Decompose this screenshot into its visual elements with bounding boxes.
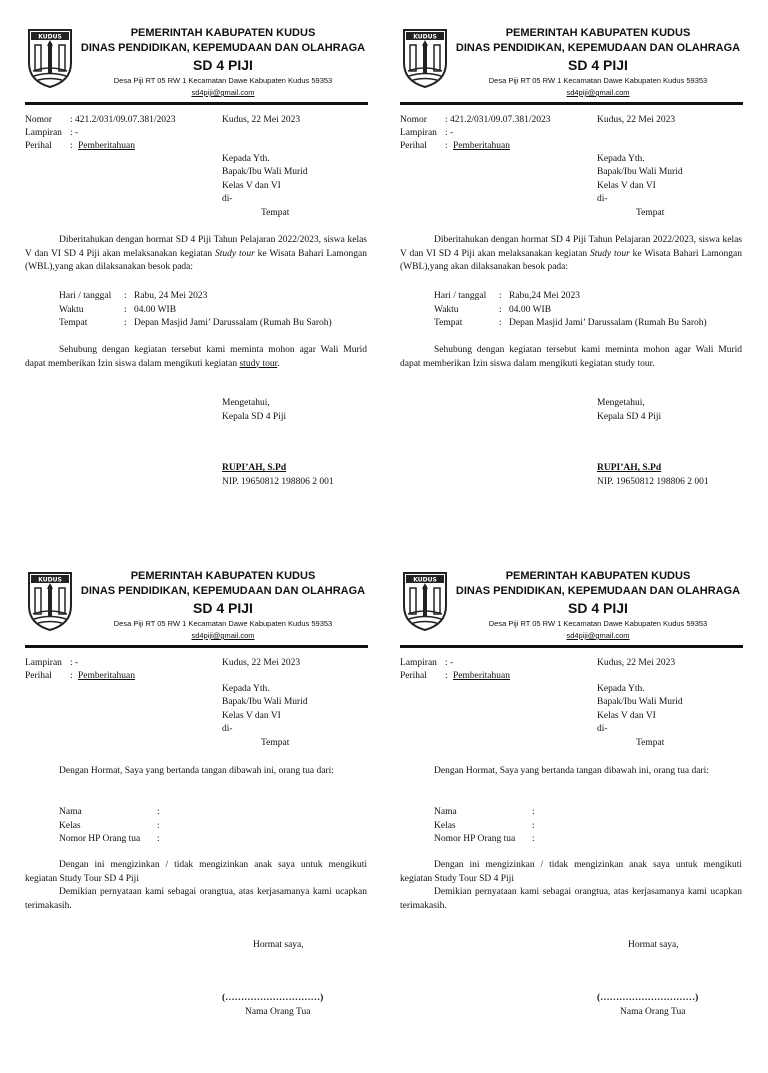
field-row-hp: Nomor HP Orang tua : xyxy=(434,833,535,847)
lampiran-value: : - xyxy=(445,128,454,138)
government-name: PEMERINTAH KABUPATEN KUDUS xyxy=(505,27,691,39)
field-row-hp: Nomor HP Orang tua : xyxy=(59,833,160,847)
letterhead-text xyxy=(73,26,373,98)
svg-text:KUDUS: KUDUS xyxy=(38,576,62,584)
notice-paragraph-1: Diberitahukan dengan hormat SD 4 Piji Tahun Pelajaran 2022/2023, siswa kelas V dan VI SD 4 Piji akan melaksanakan kegiatan Study tour ke Wisata Bahari Lamongan (WBL),yang akan dilaksanakan besok pada: xyxy=(25,235,367,272)
svg-text:KUDUS: KUDUS xyxy=(413,33,437,41)
letterhead-text xyxy=(448,26,748,98)
schedule-row-date: Hari / tanggal : Rabu,24 Mei 2023 xyxy=(434,291,580,301)
perihal-value: Pemberitahuan xyxy=(453,141,510,151)
recipient-line-2: Bapak/Ibu Wali Murid xyxy=(597,167,683,177)
letterhead-divider xyxy=(25,645,368,648)
letterhead xyxy=(400,568,745,650)
notice-paragraph-2: Sehubung dengan kegiatan tersebut kami meminta mohon agar Wali Murid dapat memberikan Izin siswa dalam mengikuti kegiatan study tour. xyxy=(25,345,367,369)
perihal-label: Perihal xyxy=(25,141,52,151)
lampiran-label: Lampiran xyxy=(400,658,437,668)
lampiran-label: Lampiran xyxy=(25,658,62,668)
parent-info-fields xyxy=(59,806,160,847)
recipient-line-3: Kelas V dan VI xyxy=(597,711,656,721)
notice-letter-left xyxy=(25,25,370,530)
school-address: Desa Piji RT 05 RW 1 Kecamatan Dawe Kabupaten Kudus 59353 xyxy=(113,619,333,628)
perihal-colon: : xyxy=(445,141,448,151)
school-name: SD 4 PIJI xyxy=(193,57,253,73)
school-address: Desa Piji RT 05 RW 1 Kecamatan Dawe Kabupaten Kudus 59353 xyxy=(113,76,333,85)
letterhead-text xyxy=(73,569,373,641)
signature-line: (…………………………) xyxy=(597,993,699,1003)
parent-info-fields xyxy=(434,806,535,847)
department-name: DINAS PENDIDIKAN, KEPEMUDAAN DAN OLAHRAGA xyxy=(455,42,741,54)
reply-slip-right xyxy=(400,568,745,1073)
reply-paragraph-2: Dengan ini mengizinkan / tidak mengizinkan anak saya untuk mengikuti kegiatan Study Tour SD 4 Piji xyxy=(25,860,367,884)
kudus-coat-of-arms-icon xyxy=(401,570,449,632)
lampiran-value: : - xyxy=(70,128,79,138)
letter-date: Kudus, 22 Mei 2023 xyxy=(597,115,676,125)
signature-line: (…………………………) xyxy=(222,993,324,1003)
schedule-row-time: Waktu : 04.00 WIB xyxy=(434,304,552,315)
closing-greeting: Hormat saya, xyxy=(628,940,679,950)
school-address: Desa Piji RT 05 RW 1 Kecamatan Dawe Kabupaten Kudus 59353 xyxy=(488,76,708,85)
kudus-coat-of-arms-icon xyxy=(26,570,74,632)
school-email-link[interactable]: sd4piji@gmail.com xyxy=(566,88,630,97)
recipient-line-3: Kelas V dan VI xyxy=(597,181,656,191)
nama-field[interactable]: : xyxy=(157,807,160,817)
nomor-label: Nomor xyxy=(25,115,52,125)
field-row-nama: Nama : xyxy=(59,806,160,820)
lampiran-label: Lampiran xyxy=(25,128,62,138)
recipient-line-1: Kepada Yth. xyxy=(597,154,645,164)
perihal-value: Pemberitahuan xyxy=(78,671,135,681)
field-row-kelas: Kelas : xyxy=(434,820,535,834)
letterhead-divider xyxy=(25,102,368,105)
recipient-line-4: di- xyxy=(222,194,233,204)
svg-text:KUDUS: KUDUS xyxy=(413,576,437,584)
nama-field[interactable]: : xyxy=(532,807,535,817)
field-row-nama: Nama : xyxy=(434,806,535,820)
principal-nip: NIP. 19650812 198806 2 001 xyxy=(222,477,334,487)
principal-nip: NIP. 19650812 198806 2 001 xyxy=(597,477,709,487)
lampiran-value: : - xyxy=(70,658,79,668)
kelas-field[interactable]: : xyxy=(157,820,160,831)
recipient-line-5: Tempat xyxy=(261,738,290,748)
letterhead xyxy=(400,25,745,107)
hp-field[interactable]: : xyxy=(532,834,535,844)
reply-slip-left xyxy=(25,568,370,1073)
reply-paragraph-3: Demikian pernyataan kami sebagai orangtua, atas kerjasamanya kami ucapkan terimakasih. xyxy=(25,887,367,911)
notice-paragraph-2: Sehubung dengan kegiatan tersebut kami meminta mohon agar Wali Murid dapat memberikan Izin siswa dalam mengikuti kegiatan study tour. xyxy=(400,345,742,369)
school-address: Desa Piji RT 05 RW 1 Kecamatan Dawe Kabupaten Kudus 59353 xyxy=(488,619,708,628)
government-name: PEMERINTAH KABUPATEN KUDUS xyxy=(130,570,316,582)
recipient-line-1: Kepada Yth. xyxy=(222,684,270,694)
schedule-details xyxy=(434,290,707,331)
recipient-line-5: Tempat xyxy=(636,208,665,218)
recipient-line-4: di- xyxy=(222,724,233,734)
recipient-line-3: Kelas V dan VI xyxy=(222,711,281,721)
mengetahui-label: Mengetahui, xyxy=(597,398,645,408)
school-name: SD 4 PIJI xyxy=(193,600,253,616)
government-name: PEMERINTAH KABUPATEN KUDUS xyxy=(130,27,316,39)
letter-date: Kudus, 22 Mei 2023 xyxy=(597,658,676,668)
letterhead xyxy=(25,568,370,650)
letterhead-divider xyxy=(400,102,743,105)
kudus-coat-of-arms-icon xyxy=(401,27,449,89)
recipient-line-2: Bapak/Ibu Wali Murid xyxy=(222,167,308,177)
perihal-label: Perihal xyxy=(400,141,427,151)
perihal-value: Pemberitahuan xyxy=(453,671,510,681)
perihal-value: Pemberitahuan xyxy=(78,141,135,151)
school-email-link[interactable]: sd4piji@gmail.com xyxy=(191,88,255,97)
lampiran-label: Lampiran xyxy=(400,128,437,138)
recipient-line-2: Bapak/Ibu Wali Murid xyxy=(222,697,308,707)
principal-name: RUPI’AH, S.Pd xyxy=(222,463,287,473)
schedule-row-date: Hari / tanggal : Rabu, 24 Mei 2023 xyxy=(59,291,208,301)
recipient-line-3: Kelas V dan VI xyxy=(222,181,281,191)
reply-paragraph-2: Dengan ini mengizinkan / tidak mengizinkan anak saya untuk mengikuti kegiatan Study Tour SD 4 Piji xyxy=(400,860,742,884)
principal-title: Kepala SD 4 Piji xyxy=(597,412,662,422)
hp-field[interactable]: : xyxy=(157,834,160,844)
principal-title: Kepala SD 4 Piji xyxy=(222,412,287,422)
school-email-link[interactable]: sd4piji@gmail.com xyxy=(191,631,255,640)
letterhead-text xyxy=(448,569,748,641)
mengetahui-label: Mengetahui, xyxy=(222,398,270,408)
schedule-row-time: Waktu : 04.00 WIB xyxy=(59,304,177,315)
reply-paragraph-3: Demikian pernyataan kami sebagai orangtua, atas kerjasamanya kami ucapkan terimakasih. xyxy=(400,887,742,911)
kelas-field[interactable]: : xyxy=(532,820,535,831)
reply-paragraph-1: Dengan Hormat, Saya yang bertanda tangan dibawah ini, orang tua dari: xyxy=(434,766,709,776)
recipient-line-5: Tempat xyxy=(261,208,290,218)
perihal-colon: : xyxy=(445,671,448,681)
letterhead xyxy=(25,25,370,107)
closing-greeting: Hormat saya, xyxy=(253,940,304,950)
nomor-value: : 421.2/031/09.07.381/2023 xyxy=(70,115,176,125)
school-name: SD 4 PIJI xyxy=(568,57,628,73)
government-name: PEMERINTAH KABUPATEN KUDUS xyxy=(505,570,691,582)
recipient-line-1: Kepada Yth. xyxy=(597,684,645,694)
nomor-label: Nomor xyxy=(400,115,427,125)
perihal-label: Perihal xyxy=(25,671,52,681)
schedule-details xyxy=(59,290,332,331)
recipient-line-2: Bapak/Ibu Wali Murid xyxy=(597,697,683,707)
notice-paragraph-1: Diberitahukan dengan hormat SD 4 Piji Tahun Pelajaran 2022/2023, siswa kelas V dan VI SD 4 Piji akan melaksanakan kegiatan Study tour ke Wisata Bahari Lamongan (WBL),yang akan dilaksanakan besok pada: xyxy=(400,235,742,272)
svg-text:KUDUS: KUDUS xyxy=(38,33,62,41)
parent-name-label: Nama Orang Tua xyxy=(245,1007,311,1017)
recipient-line-1: Kepada Yth. xyxy=(222,154,270,164)
lampiran-value: : - xyxy=(445,658,454,668)
department-name: DINAS PENDIDIKAN, KEPEMUDAAN DAN OLAHRAGA xyxy=(80,585,366,597)
notice-letter-right xyxy=(400,25,745,530)
parent-name-label: Nama Orang Tua xyxy=(620,1007,686,1017)
recipient-line-4: di- xyxy=(597,724,608,734)
recipient-line-5: Tempat xyxy=(636,738,665,748)
schedule-row-place: Tempat : Depan Masjid Jami’ Darussalam (Rumah Bu Saroh) xyxy=(59,318,332,328)
field-row-kelas: Kelas : xyxy=(59,820,160,834)
letter-date: Kudus, 22 Mei 2023 xyxy=(222,115,301,125)
letterhead-divider xyxy=(400,645,743,648)
reply-paragraph-1: Dengan Hormat, Saya yang bertanda tangan dibawah ini, orang tua dari: xyxy=(59,766,334,776)
kudus-coat-of-arms-icon xyxy=(26,27,74,89)
letter-date: Kudus, 22 Mei 2023 xyxy=(222,658,301,668)
principal-name: RUPI’AH, S.Pd xyxy=(597,463,662,473)
department-name: DINAS PENDIDIKAN, KEPEMUDAAN DAN OLAHRAGA xyxy=(80,42,366,54)
schedule-row-place: Tempat : Depan Masjid Jami’ Darussalam (Rumah Bu Saroh) xyxy=(434,318,707,328)
nomor-value: : 421.2/031/09.07.381/2023 xyxy=(445,115,551,125)
perihal-colon: : xyxy=(70,141,73,151)
school-email-link[interactable]: sd4piji@gmail.com xyxy=(566,631,630,640)
perihal-label: Perihal xyxy=(400,671,427,681)
recipient-line-4: di- xyxy=(597,194,608,204)
perihal-colon: : xyxy=(70,671,73,681)
school-name: SD 4 PIJI xyxy=(568,600,628,616)
department-name: DINAS PENDIDIKAN, KEPEMUDAAN DAN OLAHRAGA xyxy=(455,585,741,597)
